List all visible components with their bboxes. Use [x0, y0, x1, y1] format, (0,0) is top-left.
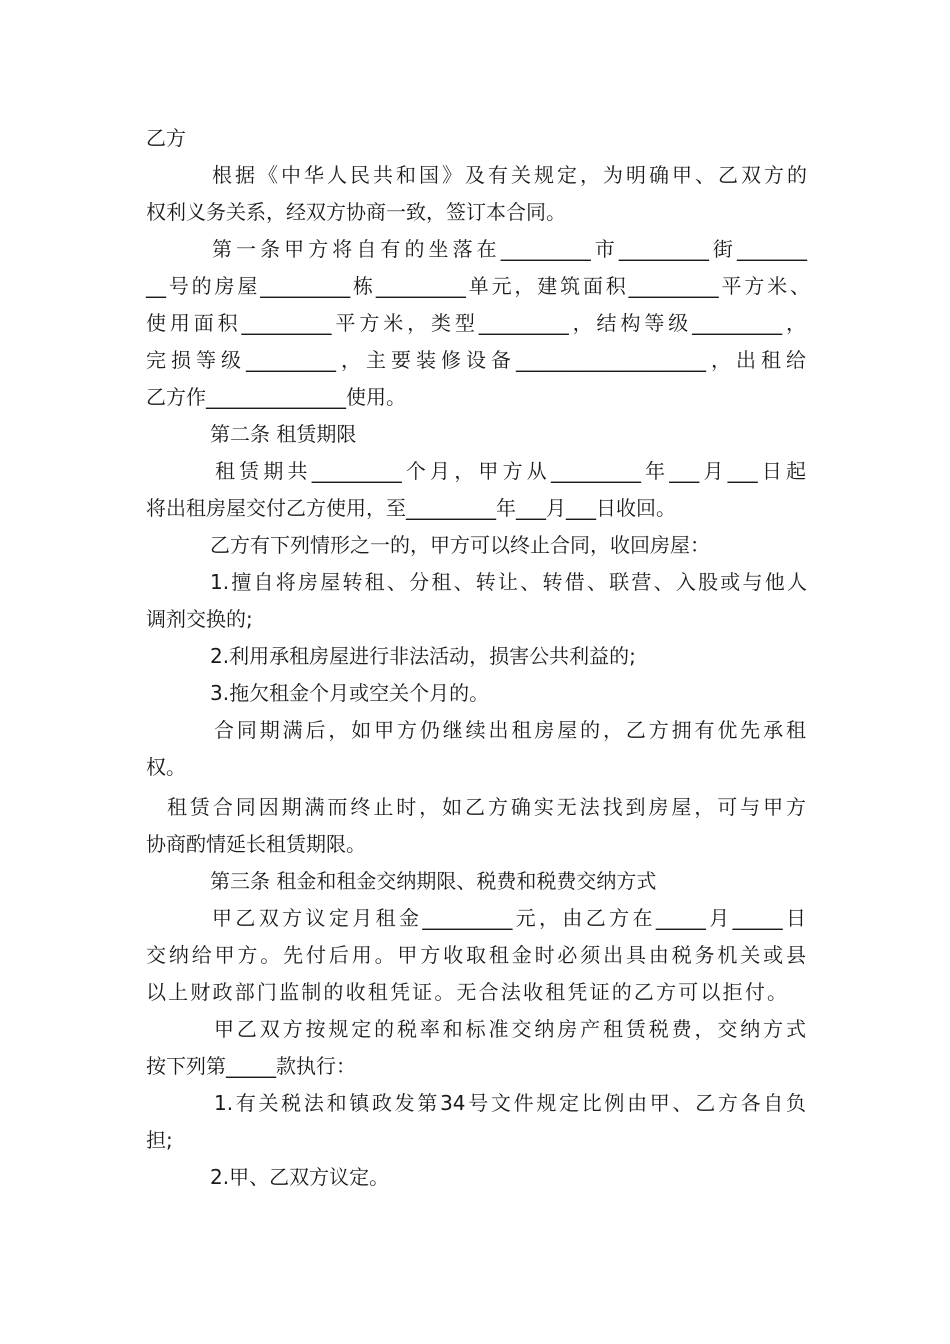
- text-line: 交纳给甲方。先付后用。甲方收取租金时必须出具由税务机关或县: [146, 943, 806, 967]
- section-heading: 第二条 租赁期限: [210, 422, 357, 446]
- text-line: 1.擅自将房屋转租、分租、转让、转借、联营、入股或与他人: [210, 570, 807, 594]
- text-line: 完损等级_________，主要装修设备___________________，出租给: [146, 348, 806, 372]
- section-heading: 第三条 租金和租金交纳期限、税费和税费交纳方式: [210, 869, 657, 893]
- text-line: 第一条甲方将自有的坐落在_________市_________街_______: [212, 237, 807, 261]
- text-line: 甲乙双方按规定的税率和标准交纳房产租赁税费，交纳方式: [214, 1017, 806, 1041]
- text-line: 权利义务关系，经双方协商一致，签订本合同。: [146, 200, 566, 224]
- text-line: 使用面积_________平方米，类型_________，结构等级_________，: [146, 311, 806, 335]
- text-line: 按下列第_____款执行：: [146, 1054, 356, 1078]
- text-line: 乙方: [146, 126, 186, 150]
- text-line: 担;: [146, 1128, 173, 1152]
- text-line: 根据《中华人民共和国》及有关规定，为明确甲、乙双方的: [212, 163, 807, 187]
- text-line: 乙方作______________使用。: [146, 385, 406, 409]
- text-line: 租赁合同因期满而终止时，如乙方确实无法找到房屋，可与甲方: [167, 795, 806, 819]
- text-line: 将出租房屋交付乙方使用，至_________年___月___日收回。: [146, 496, 676, 520]
- text-line: 1.有关税法和镇政发第34号文件规定比例由甲、乙方各自负: [214, 1091, 806, 1115]
- text-line: __号的房屋_________栋_________单元，建筑面积_________平方米、: [146, 274, 810, 298]
- text-line: 甲乙双方议定月租金_________元，由乙方在_____月_____日: [212, 906, 806, 930]
- text-line: 以上财政部门监制的收租凭证。无合法收租凭证的乙方可以拒付。: [146, 980, 787, 1004]
- text-line: 3.拖欠租金个月或空关个月的。: [210, 681, 490, 705]
- text-line: 调剂交换的;: [146, 607, 253, 631]
- text-line: 权。: [146, 755, 186, 779]
- text-line: 租赁期共_________个月，甲方从_________年___月___日起: [215, 459, 806, 483]
- text-line: 2.甲、乙双方议定。: [210, 1165, 390, 1189]
- text-line: 2.利用承租房屋进行非法活动，损害公共利益的;: [210, 644, 636, 668]
- text-line: 乙方有下列情形之一的，甲方可以终止合同，收回房屋：: [210, 533, 710, 557]
- text-line: 合同期满后，如甲方仍继续出租房屋的，乙方拥有优先承租: [214, 718, 806, 742]
- text-line: 协商酌情延长租赁期限。: [146, 832, 366, 856]
